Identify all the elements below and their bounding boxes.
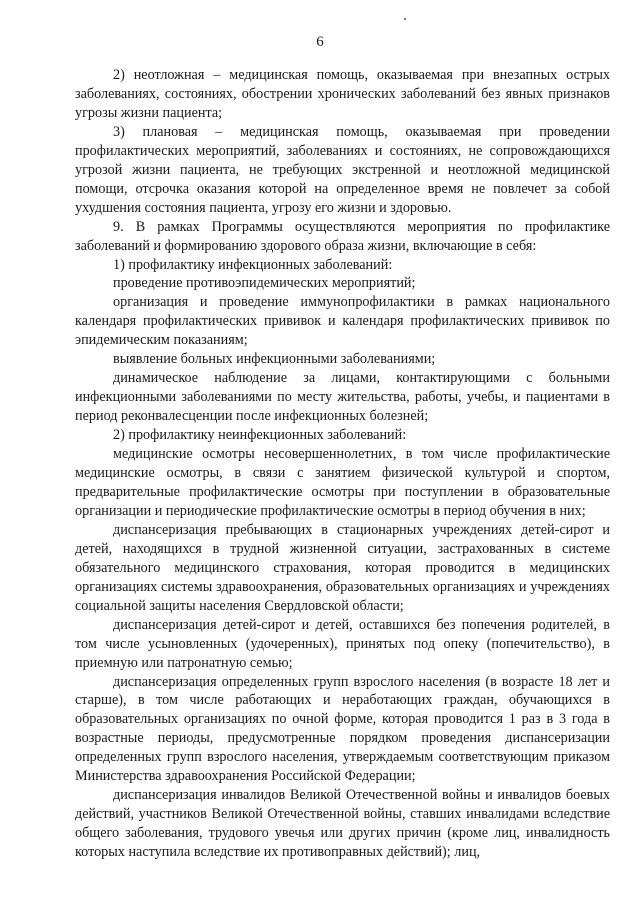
paragraph-urgent-care: 2) неотложная – медицинская помощь, оказываемая при внезапных острых заболеваниях, состояниях, обострении хронических заболеваний без явных признаков угрозы жизни пациента;: [75, 67, 610, 121]
paragraph-contact-observation: динамическое наблюдение за лицами, контактирующими с больными инфекционными заболеваниями по месту жительства, работы, учебы, и пациентами в период реконвалесценции после инфекционных болезней;: [75, 370, 610, 425]
paragraph-antiepidemic: проведение противоэпидемических мероприятий;: [113, 275, 416, 292]
paragraph-orphans-institutions: диспансеризация пребывающих в стационарных учреждениях детей-сирот и детей, находящихся в трудной жизненной ситуации, застрахованных в системе обязательного медицинского страхования, которая проводится в медицинских организациях системы здравоохранения, образовательных организациях и учреждениях социальной защиты населения Свердловской области;: [75, 521, 610, 614]
paragraph-noninfectious-heading: 2) профилактику неинфекционных заболеваний:: [113, 427, 407, 444]
paragraph-orphans-adopted: диспансеризация детей-сирот и детей, оставшихся без попечения родителей, в том числе усыновленных (удочеренных), принятых под опеку (попечительство), в приемную или патронатную семью;: [75, 616, 610, 671]
paragraph-planned-care: 3) плановая – медицинская помощь, оказываемая при проведении профилактических мероприятий, заболеваниях и состояниях, не сопровождающихся угрозой жизни пациента, не требующих экстренной и неотложной медицинской помощи, отсрочка оказания которой на определенное время не повлечет за собой ухудшения состояния пациента, угрозу его жизни и здоровью.: [75, 123, 610, 216]
document-body: [75, 66, 610, 862]
paragraph-detection: выявление больных инфекционными заболеваниями;: [113, 351, 436, 368]
paragraph-war-veterans: диспансеризация инвалидов Великой Отечественной войны и инвалидов боевых действий, участников Великой Отечественной войны, ставших инвалидами вследствие общего заболевания, трудового увечья или других причин (кроме лиц, инвалидность которых наступила вследствие их противоправных действий); лиц,: [75, 787, 610, 861]
paragraph-adult-screening: диспансеризация определенных групп взрослого населения (в возрасте 18 лет и старше), в том числе работающих и неработающих граждан, обучающихся в образовательных организациях по очной форме, которая проводится 1 раз в 3 года в возрастные периоды, предусмотренные порядком проведения диспансеризации определенных групп взрослого населения, утверждаемым соответствующим приказом Министерства здравоохранения Российской Федерации;: [75, 673, 610, 785]
paragraph-minor-exams: медицинские осмотры несовершеннолетних, в том числе профилактические медицинские осмотры, в связи с занятием физической культурой и спортом, предварительные профилактические осмотры при поступлении в образовательные организации и периодические профилактические осмотры в период обучения в них;: [75, 446, 610, 519]
paragraph-program-prevention: 9. В рамках Программы осуществляются мероприятия по профилактике заболеваний и формированию здорового образа жизни, включающие в себя:: [75, 218, 610, 254]
paragraph-immunoprophylaxis: организация и проведение иммунопрофилактики в рамках национального календаря профилактических прививок и календаря профилактических прививок по эпидемическим показаниям;: [75, 294, 610, 349]
page-number: 6: [316, 34, 324, 50]
scan-speck: [404, 18, 406, 20]
paragraph-infectious-heading: 1) профилактику инфекционных заболеваний:: [113, 256, 393, 273]
